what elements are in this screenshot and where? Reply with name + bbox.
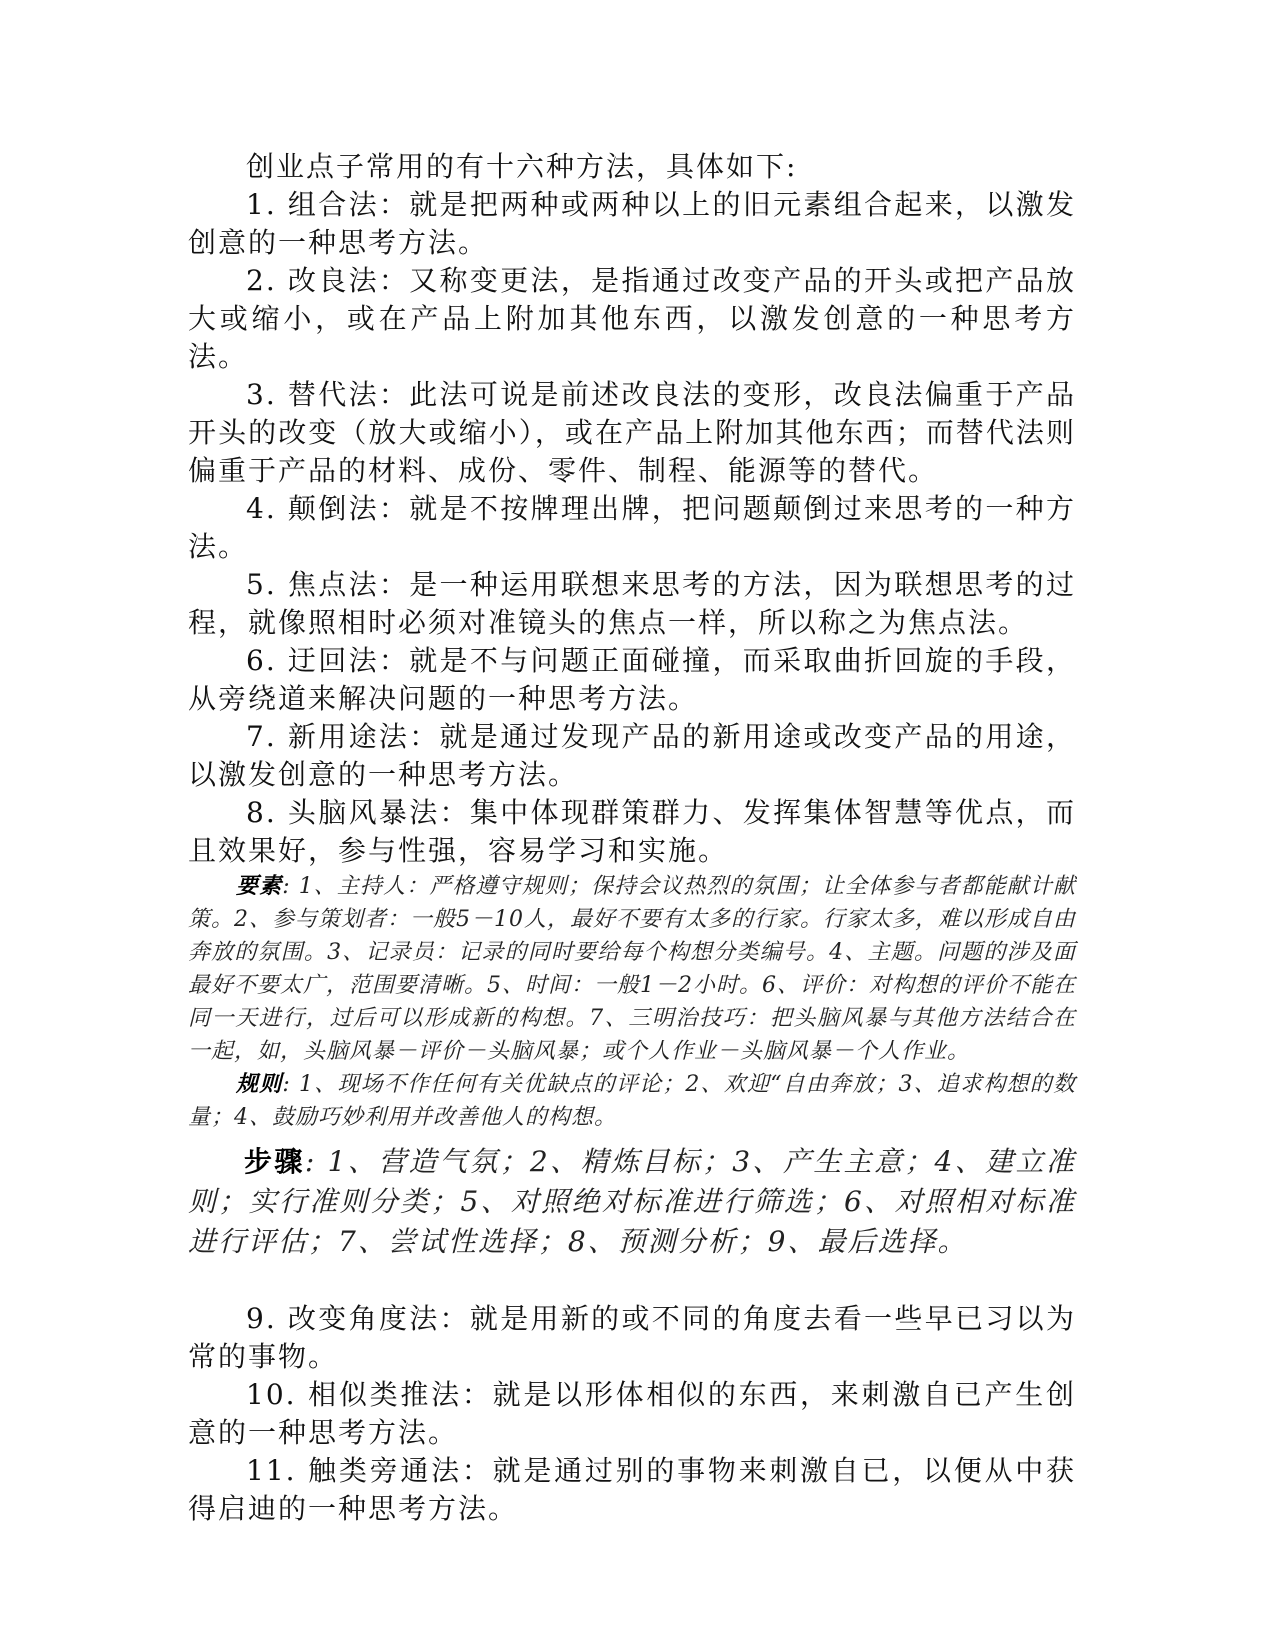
method-improvement: 2. 改良法：又称变更法，是指通过改变产品的开头或把产品放大或缩小，或在产品上附加其他东西，以激发创意的一种思考方法。 bbox=[188, 264, 1076, 373]
method-combination: 1. 组合法：就是把两种或两种以上的旧元素组合起来，以激发创意的一种思考方法。 bbox=[188, 188, 1076, 259]
steps-text: : 1、营造气氛；2、精炼目标；3、产生主意；4、建立准则；实行准则分类；5、对照绝对标准进行筛选；6、对照相对标准进行评估；7、尝试性选择；8、预测分析；9、最后选择。 bbox=[188, 1145, 1076, 1258]
section-gap bbox=[188, 1262, 1076, 1300]
method-reversal: 4. 颠倒法：就是不按牌理出牌，把问题颠倒过来思考的一种方法。 bbox=[188, 492, 1076, 563]
elements-text: : 1、主持人：严格遵守规则；保持会议热烈的氛围；让全体参与者都能献计献策。2、参与策划者：一般5－10人，最好不要有太多的行家。行家太多，难以形成自由奔放的氛围。3、记录员：记录的同时要给每个构想分类编号。4、主题。问题的涉及面最好不要太广，范围要清晰。5、时间：一般1－2小时。6、评价：对构想的评价不能在同一天进行，过后可以形成新的构想。7、三明治技巧：把头脑风暴与其他方法结合在一起，如，头脑风暴－评价－头脑风暴；或个人作业－头脑风暴－个人作业。 bbox=[188, 874, 1076, 1064]
method-substitution: 3. 替代法：此法可说是前述改良法的变形，改良法偏重于产品开头的改变（放大或缩小），或在产品上附加其他东西；而替代法则偏重于产品的材料、成份、零件、制程、能源等的替代。 bbox=[188, 378, 1076, 487]
rules-text: : 1、现场不作任何有关优缺点的评论；2、欢迎“自由奔放；3、追求构想的数量；4、鼓励巧妙利用并改善他人的构想。 bbox=[188, 1072, 1076, 1130]
method-brainstorming: 8. 头脑风暴法：集中体现群策群力、发挥集体智慧等优点，而且效果好，参与性强，容易学习和实施。 bbox=[188, 796, 1076, 867]
elements-label: 要素 bbox=[236, 873, 283, 899]
document-page bbox=[188, 148, 1076, 1528]
brainstorm-rules-note bbox=[188, 1068, 1076, 1134]
rules-label: 规则 bbox=[236, 1071, 283, 1097]
intro-paragraph: 创业点子常用的有十六种方法，具体如下: bbox=[246, 150, 798, 183]
method-new-use: 7. 新用途法：就是通过发现产品的新用途或改变产品的用途，以激发创意的一种思考方法。 bbox=[188, 720, 1076, 791]
method-detour: 6. 迂回法：就是不与问题正面碰撞，而采取曲折回旋的手段，从旁绕道来解决问题的一种思考方法。 bbox=[188, 644, 1076, 715]
method-focus: 5. 焦点法：是一种运用联想来思考的方法，因为联想思考的过程，就像照相时必须对准镜头的焦点一样，所以称之为焦点法。 bbox=[188, 568, 1076, 639]
method-lateral: 11. 触类旁通法：就是通过别的事物来刺激自已，以便从中获得启迪的一种思考方法。 bbox=[188, 1454, 1076, 1525]
steps-label: 步骤 bbox=[244, 1145, 305, 1178]
brainstorm-elements-note bbox=[188, 870, 1076, 1068]
brainstorm-steps-note bbox=[188, 1142, 1076, 1262]
method-change-angle: 9. 改变角度法：就是用新的或不同的角度去看一些早已习以为常的事物。 bbox=[188, 1302, 1076, 1373]
method-analogy: 10. 相似类推法：就是以形体相似的东西，来刺激自已产生创意的一种思考方法。 bbox=[188, 1378, 1076, 1449]
